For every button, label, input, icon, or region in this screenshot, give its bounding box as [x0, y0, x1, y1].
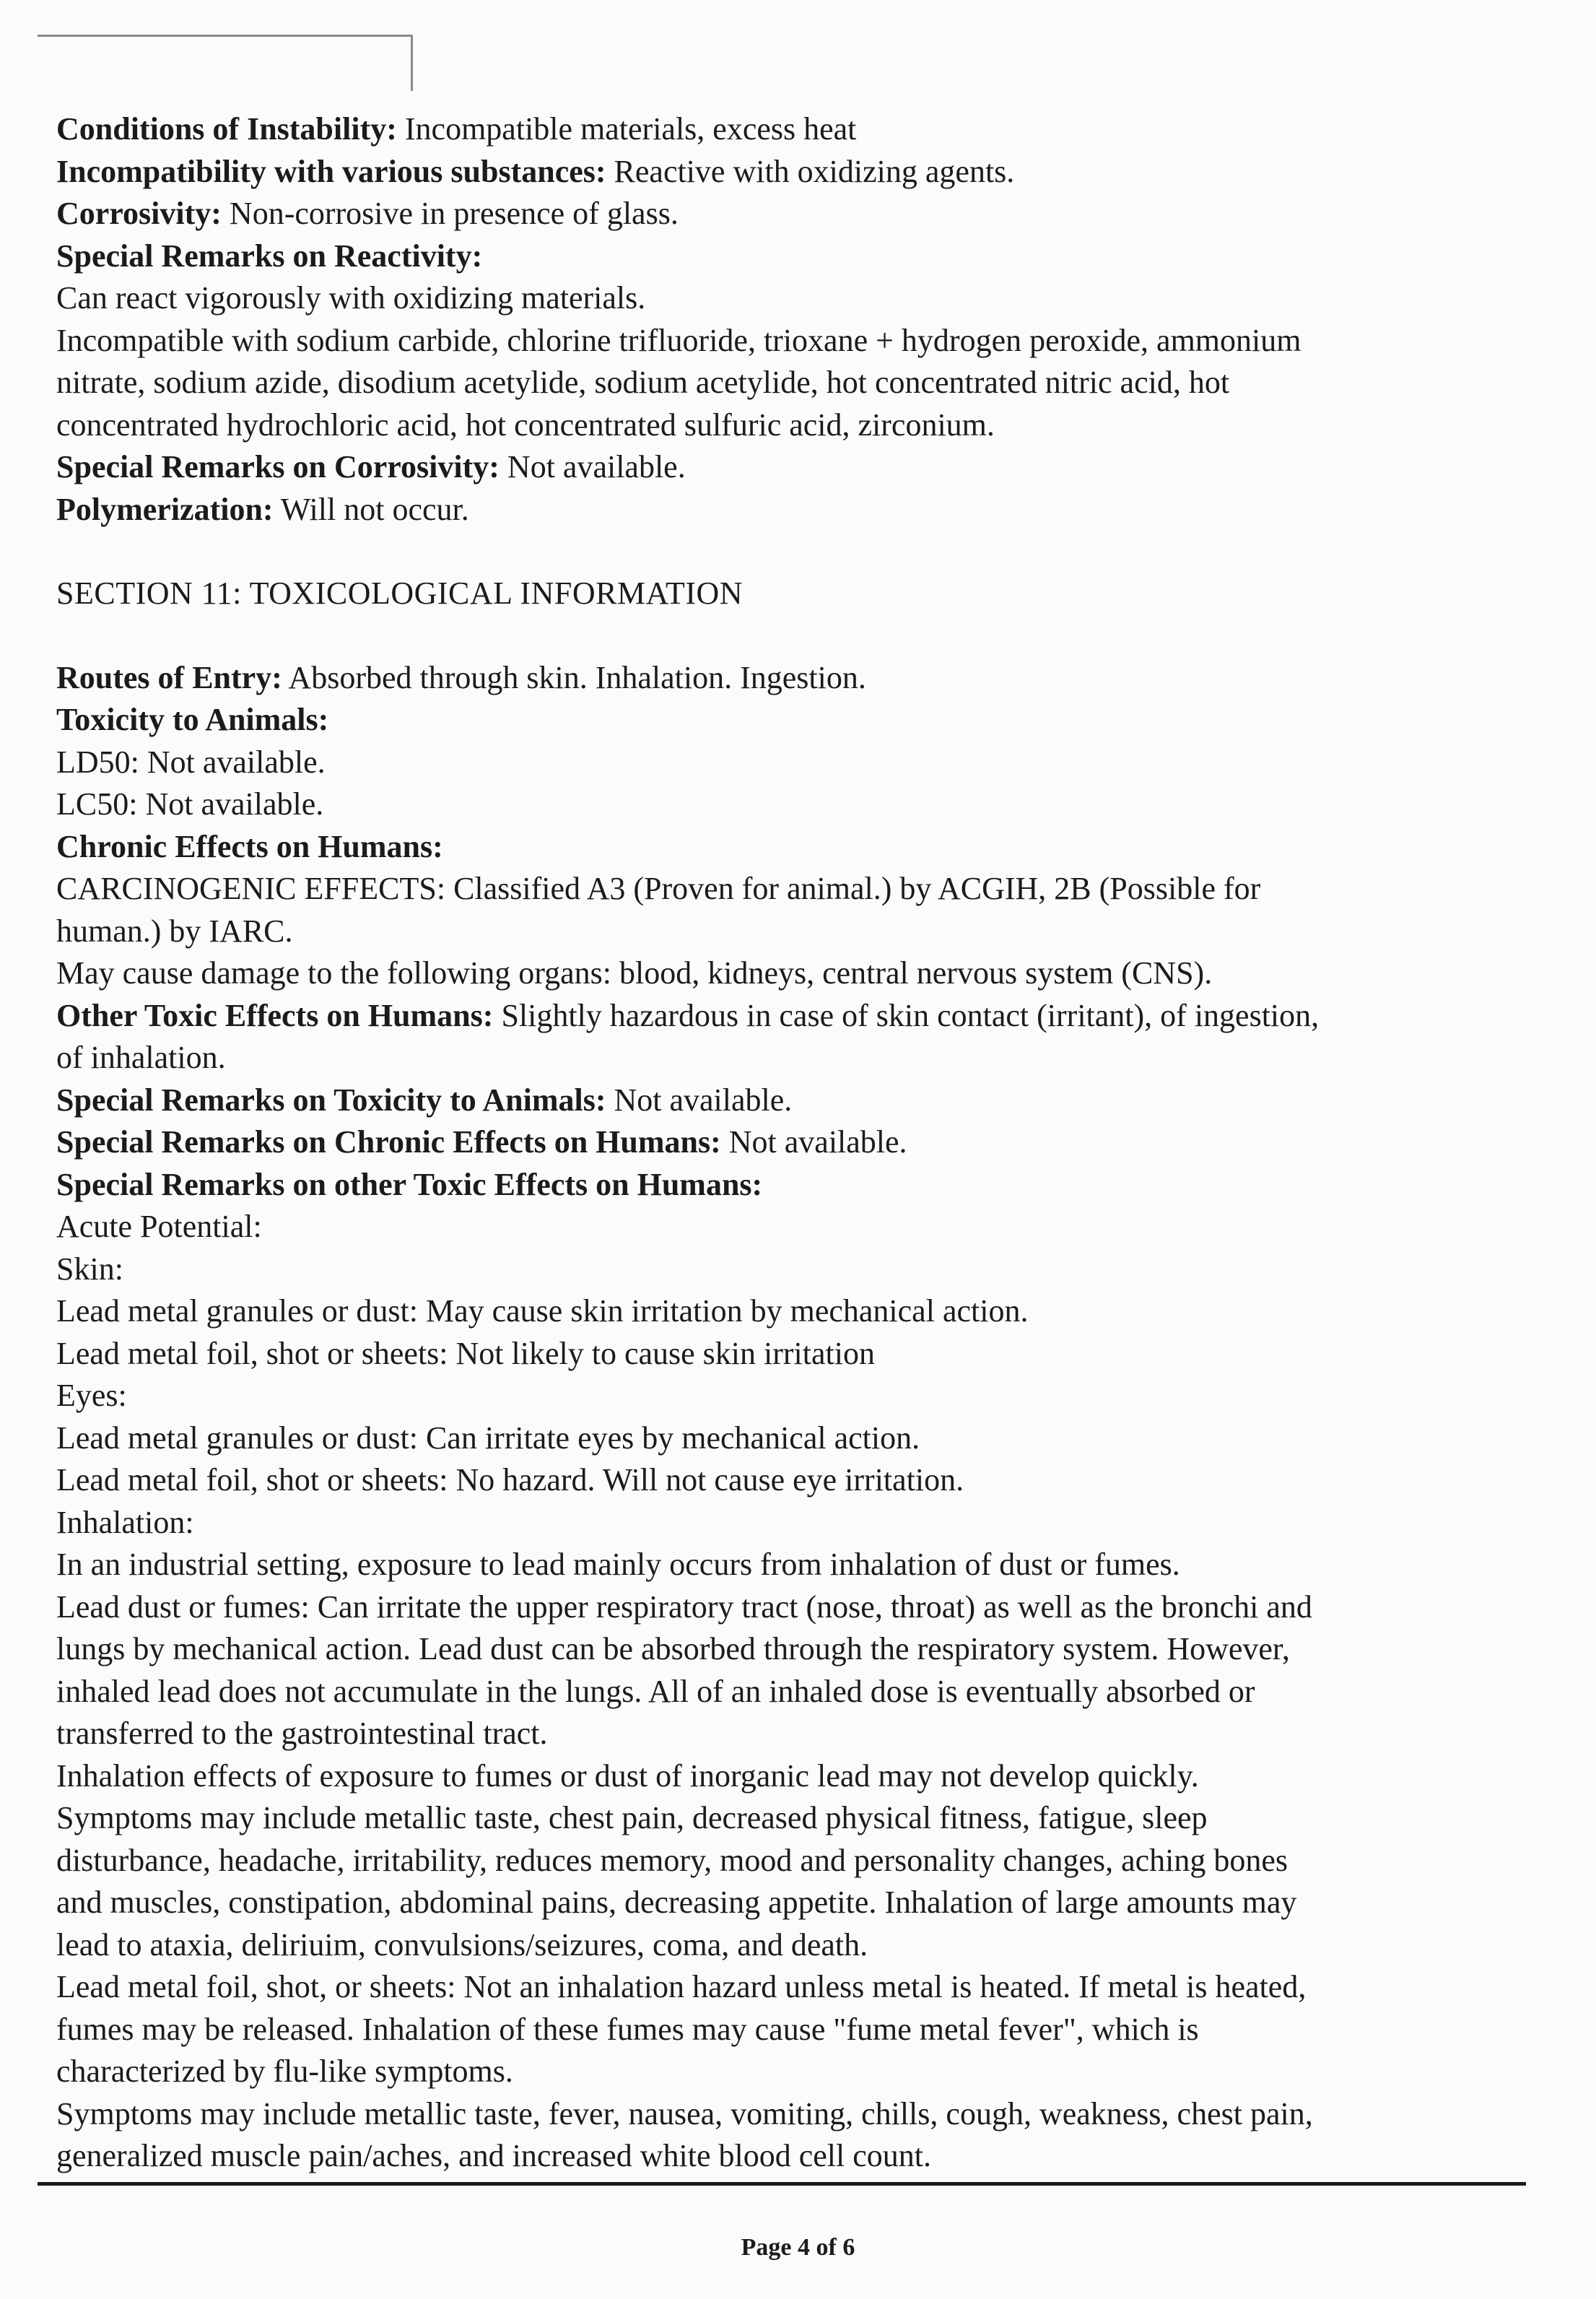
other-toxic-label: Other Toxic Effects on Humans: [56, 997, 494, 1033]
sr-other-line: inhaled lead does not accumulate in the lungs. All of an inhaled dose is eventually absorbed or [56, 1673, 1255, 1709]
sr-other-line: Symptoms may include metallic taste, chest pain, decreased physical fitness, fatigue, sleep [56, 1800, 1208, 1835]
page-number: Page 4 of 6 [741, 2234, 855, 2261]
incompatibility-value: Reactive with oxidizing agents. [606, 153, 1015, 189]
sr-other-line: Symptoms may include metallic taste, fever, nausea, vomiting, chills, cough, weakness, chest pain, [56, 2095, 1313, 2131]
instability-line [56, 108, 1529, 151]
sr-other-line: Lead dust or fumes: Can irritate the upper respiratory tract (nose, throat) as well as the bronchi and [56, 1589, 1312, 1625]
corrosivity-label: Corrosivity: [56, 196, 222, 231]
special-reactivity-line: Incompatible with sodium carbide, chlorine trifluoride, trioxane + hydrogen peroxide, ammonium [56, 322, 1301, 358]
sr-chronic-label: Special Remarks on Chronic Effects on Humans: [56, 1124, 721, 1160]
other-toxic-line [56, 995, 1529, 1038]
chronic-line: human.) by IARC. [56, 913, 293, 949]
sr-other-label: Special Remarks on other Toxic Effects on Humans: [56, 1166, 763, 1202]
sr-other-line: Lead metal granules or dust: Can irritate eyes by mechanical action. [56, 1420, 920, 1456]
spacer [56, 615, 1529, 657]
sr-tox-animals-line [56, 1079, 1529, 1122]
sr-other-line: fumes may be released. Inhalation of these fumes may cause "fume metal fever", which is [56, 2011, 1199, 2047]
special-reactivity-line: Can react vigorously with oxidizing materials. [56, 280, 646, 316]
sr-other-line: characterized by flu-like symptoms. [56, 2054, 513, 2089]
chronic-label: Chronic Effects on Humans: [56, 828, 443, 864]
other-toxic-continuation: of inhalation. [56, 1040, 226, 1075]
polymerization-value: Will not occur. [273, 491, 469, 527]
polymerization-line [56, 489, 1529, 531]
sr-other-line: In an industrial setting, exposure to lead mainly occurs from inhalation of dust or fumes. [56, 1547, 1180, 1582]
polymerization-label: Polymerization: [56, 491, 274, 527]
sr-other-line: Lead metal granules or dust: May cause skin irritation by mechanical action. [56, 1293, 1029, 1329]
sr-tox-animals-value: Not available. [606, 1082, 793, 1118]
sr-other-line: disturbance, headache, irritability, reduces memory, mood and personality changes, aching bones [56, 1842, 1288, 1878]
sr-chronic-line [56, 1121, 1529, 1164]
sr-tox-animals-label: Special Remarks on Toxicity to Animals: [56, 1082, 606, 1118]
sr-other-lines [56, 1206, 1529, 2178]
sr-other-line: Lead metal foil, shot, or sheets: Not an inhalation hazard unless metal is heated. If metal is heated, [56, 1969, 1307, 2004]
sr-other-line: Inhalation effects of exposure to fumes or dust of inorganic lead may not develop quickly. [56, 1757, 1199, 1794]
chronic-heading [56, 826, 1529, 869]
toxicity-animals-heading [56, 699, 1529, 742]
routes-value: Absorbed through skin. Inhalation. Ingestion. [282, 659, 866, 695]
sr-other-line: transferred to the gastrointestinal tract. [56, 1716, 548, 1751]
sr-other-line: lungs by mechanical action. Lead dust can be absorbed through the respiratory system. However, [56, 1631, 1290, 1666]
chronic-line: CARCINOGENIC EFFECTS: Classified A3 (Proven for animal.) by ACGIH, 2B (Possible for [56, 871, 1261, 906]
sr-other-line: Skin: [56, 1251, 123, 1287]
incompatibility-label: Incompatibility with various substances: [56, 153, 606, 189]
sr-other-line: generalized muscle pain/aches, and increased white blood cell count. [56, 2138, 931, 2173]
special-reactivity-heading [56, 235, 1529, 278]
special-corrosivity-label: Special Remarks on Corrosivity: [56, 449, 500, 484]
instability-label: Conditions of Instability: [56, 111, 397, 147]
sr-other-heading [56, 1164, 1529, 1207]
spacer [56, 531, 1529, 573]
footer-rule [38, 2182, 1526, 2186]
special-reactivity-line: nitrate, sodium azide, disodium acetylide, sodium acetylide, hot concentrated nitric acid, hot [56, 365, 1230, 400]
sr-other-line: Eyes: [56, 1378, 127, 1413]
corrosivity-line [56, 193, 1529, 235]
corrosivity-value: Non-corrosive in presence of glass. [221, 196, 679, 231]
chronic-line: May cause damage to the following organs: blood, kidneys, central nervous system (CNS). [56, 955, 1213, 991]
routes-line [56, 657, 1529, 700]
instability-value: Incompatible materials, excess heat [396, 111, 857, 147]
toxicity-animals-label: Toxicity to Animals: [56, 702, 329, 737]
sr-other-line: Lead metal foil, shot or sheets: Not likely to cause skin irritation [56, 1335, 875, 1371]
lc50-line: LC50: Not available. [56, 786, 324, 822]
sr-chronic-value: Not available. [720, 1124, 907, 1160]
stamp-box [38, 35, 413, 91]
special-reactivity-line: concentrated hydrochloric acid, hot concentrated sulfuric acid, zirconium. [56, 407, 995, 443]
section-11-title: SECTION 11: TOXICOLOGICAL INFORMATION [56, 575, 744, 611]
special-reactivity-label: Special Remarks on Reactivity: [56, 238, 483, 274]
ld50-line: LD50: Not available. [56, 744, 326, 780]
sr-other-line: Acute Potential: [56, 1209, 262, 1244]
special-corrosivity-line [56, 446, 1529, 489]
document-body [56, 108, 1529, 2178]
sr-other-line: lead to ataxia, deliriuim, convulsions/seizures, coma, and death. [56, 1926, 868, 1963]
sr-other-line: Lead metal foil, shot or sheets: No hazard. Will not cause eye irritation. [56, 1462, 964, 1498]
special-corrosivity-value: Not available. [499, 449, 686, 484]
routes-label: Routes of Entry: [56, 659, 282, 695]
incompatibility-line [56, 151, 1529, 194]
sr-other-line: and muscles, constipation, abdominal pains, decreasing appetite. Inhalation of large amounts may [56, 1885, 1297, 1920]
other-toxic-value: Slightly hazardous in case of skin contact (irritant), of ingestion, [493, 997, 1320, 1033]
sr-other-line: Inhalation: [56, 1504, 194, 1540]
